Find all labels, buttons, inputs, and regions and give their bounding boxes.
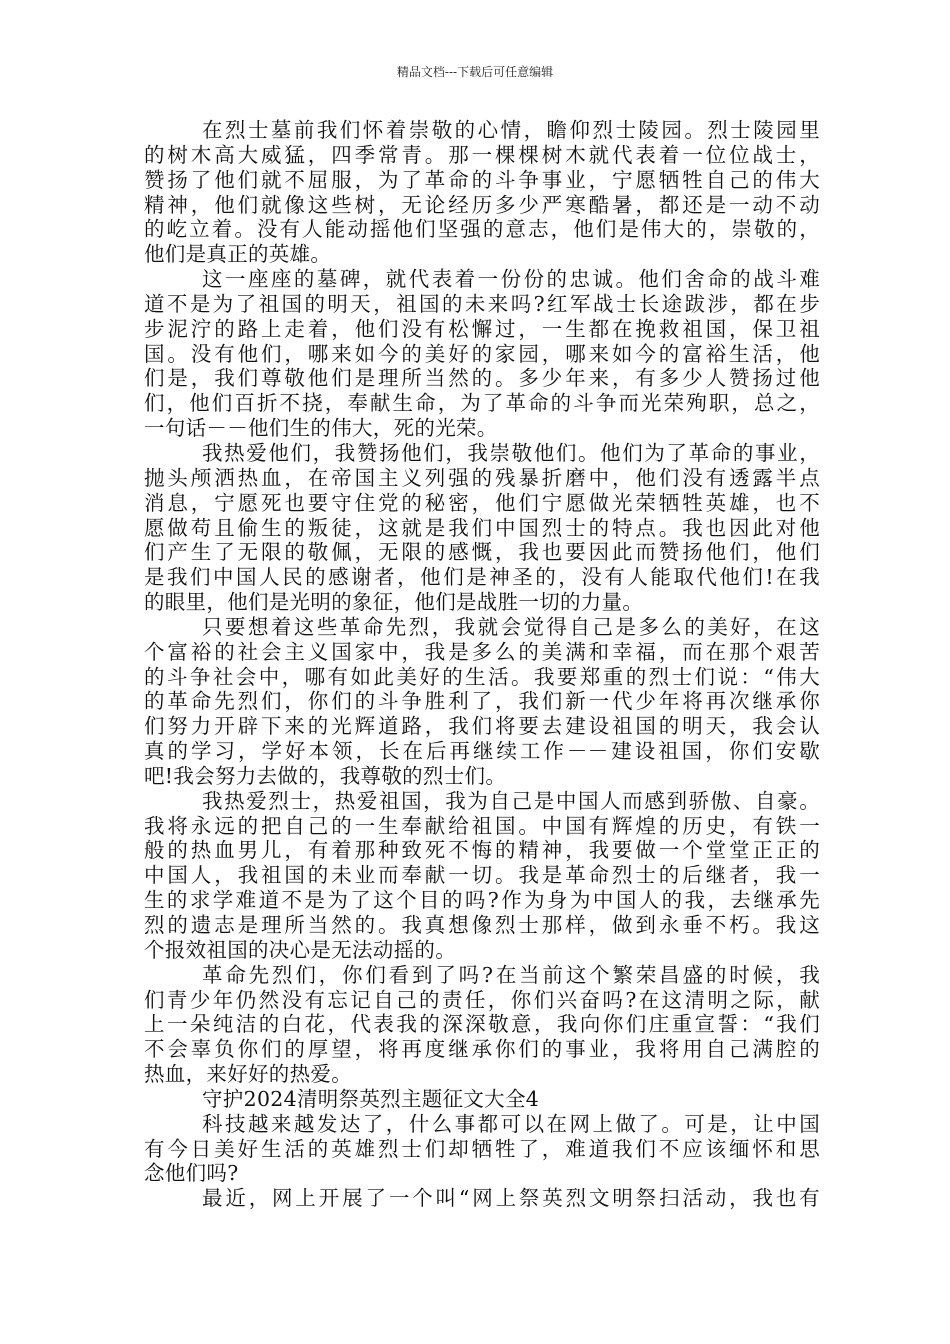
text-line: 只要想着这些革命先烈，我就会觉得自己是多么的美好，在这 <box>202 614 820 639</box>
text-line: 赞扬了他们就不屈服，为了革命的斗争事业，宁愿牺牲自己的伟大 <box>144 167 820 192</box>
text-line: 愿做苟且偷生的叛徒，这就是我们中国烈士的特点。我也因此对他 <box>144 515 820 540</box>
text-line: 道不是为了祖国的明天，祖国的未来吗?红军战士长途跋涉，都在步 <box>144 291 820 316</box>
text-line: 们努力开辟下来的光辉道路，我们将要去建设祖国的明天，我会认 <box>144 714 820 739</box>
text-line: 们青少年仍然没有忘记自己的责任，你们兴奋吗?在这清明之际，献 <box>144 987 820 1012</box>
text-line: 们是，我们尊敬他们是理所当然的。多少年来，有多少人赞扬过他 <box>144 366 820 391</box>
text-line: 最近，网上开展了一个叫“网上祭英烈文明祭扫活动，我也有 <box>202 1186 820 1211</box>
text-line: 生的求学难道不是为了这个目的吗?作为身为中国人的我，去继承先 <box>144 888 820 913</box>
text-line: 们产生了无限的敬佩，无限的感慨，我也要因此而赞扬他们，他们 <box>144 540 820 565</box>
text-line: 般的热血男儿，有着那种致死不悔的精神，我要做一个堂堂正正的 <box>144 838 820 863</box>
text-line: 吧!我会努力去做的，我尊敬的烈士们。 <box>144 763 507 788</box>
text-line: 热血，来好好的热爱。 <box>144 1062 352 1087</box>
text-line: 的斗争社会中，哪有如此美好的生活。我要郑重的烈士们说：“伟大 <box>144 664 820 689</box>
text-line: 上一朵纯洁的白花，代表我的深深敬意，我向你们庄重宣誓：“我们 <box>144 1012 820 1037</box>
text-line: 消息，宁愿死也要守住党的秘密，他们宁愿做光荣牺牲英雄，也不 <box>144 490 820 515</box>
text-line: 不会辜负你们的厚望，将再度继承你们的事业，我将用自己满腔的 <box>144 1037 820 1062</box>
text-line: 中国人，我祖国的未业而奉献一切。我是革命烈士的后继者，我一 <box>144 863 820 888</box>
text-line: 在烈士墓前我们怀着崇敬的心情，瞻仰烈士陵园。烈士陵园里 <box>202 118 820 142</box>
text-line: 这一座座的墓碑，就代表着一份份的忠诚。他们舍命的战斗难 <box>202 267 820 292</box>
text-line: 们，他们百折不挠，奉献生命，为了革命的斗争而光荣殉职，总之， <box>144 391 820 416</box>
document-body <box>144 118 820 1211</box>
text-line: 我热爱他们，我赞扬他们，我崇敬他们。他们为了革命的事业， <box>202 440 820 465</box>
text-line: 是我们中国人民的感谢者，他们是神圣的，没有人能取代他们!在我 <box>144 565 820 590</box>
text-line: 国。没有他们，哪来如今的美好的家园，哪来如今的富裕生活，他 <box>144 341 820 366</box>
text-line: 的树木高大威猛，四季常青。那一棵棵树木就代表着一位位战士， <box>144 142 820 167</box>
text-line: 的眼里，他们是光明的象征，他们是战胜一切的力量。 <box>144 590 644 615</box>
text-line: 真的学习，学好本领，长在后再继续工作－－建设祖国，你们安歇 <box>144 739 820 764</box>
text-line: 精神，他们就像这些树，无论经历多少严寒酷暑，都还是一动不动 <box>144 192 820 217</box>
text-line: 有今日美好生活的英雄烈士们却牺牲了，难道我们不应该缅怀和思 <box>144 1136 820 1161</box>
text-line: 革命先烈们，你们看到了吗?在当前这个繁荣昌盛的时候，我 <box>202 962 820 987</box>
text-line: 抛头颅洒热血，在帝国主义列强的残暴折磨中，他们没有透露半点 <box>144 465 820 490</box>
text-line: 步泥泞的路上走着，他们没有松懈过，一生都在挽救祖国，保卫祖 <box>144 316 820 341</box>
text-line: 个报效祖国的决心是无法动摇的。 <box>144 937 456 962</box>
text-line: 的革命先烈们，你们的斗争胜利了，我们新一代少年将再次继承你 <box>144 689 820 714</box>
text-line: 的屹立着。没有人能动摇他们坚强的意志，他们是伟大的，崇敬的， <box>144 217 820 242</box>
page-header: 精品文档---下载后可任意编辑 <box>396 65 554 79</box>
text-line: 烈的遗志是理所当然的。我真想像烈士那样，做到永垂不朽。我这 <box>144 913 820 937</box>
text-line: 一句话－－他们生的伟大，死的光荣。 <box>144 416 498 441</box>
text-line: 我将永远的把自己的一生奉献给祖国。中国有辉煌的历史，有铁一 <box>144 813 820 838</box>
text-line: 我热爱烈士，热爱祖国，我为自己是中国人而感到骄傲、自豪。 <box>202 788 820 813</box>
text-line: 守护2024清明祭英烈主题征文大全4 <box>202 1086 540 1111</box>
text-line: 科技越来越发达了，什么事都可以在网上做了。可是，让中国 <box>202 1111 820 1136</box>
text-line: 念他们吗? <box>144 1161 239 1186</box>
text-line: 个富裕的社会主义国家中，我是多么的美满和幸福，而在那个艰苦 <box>144 639 820 664</box>
text-line: 他们是真正的英雄。 <box>144 242 332 267</box>
